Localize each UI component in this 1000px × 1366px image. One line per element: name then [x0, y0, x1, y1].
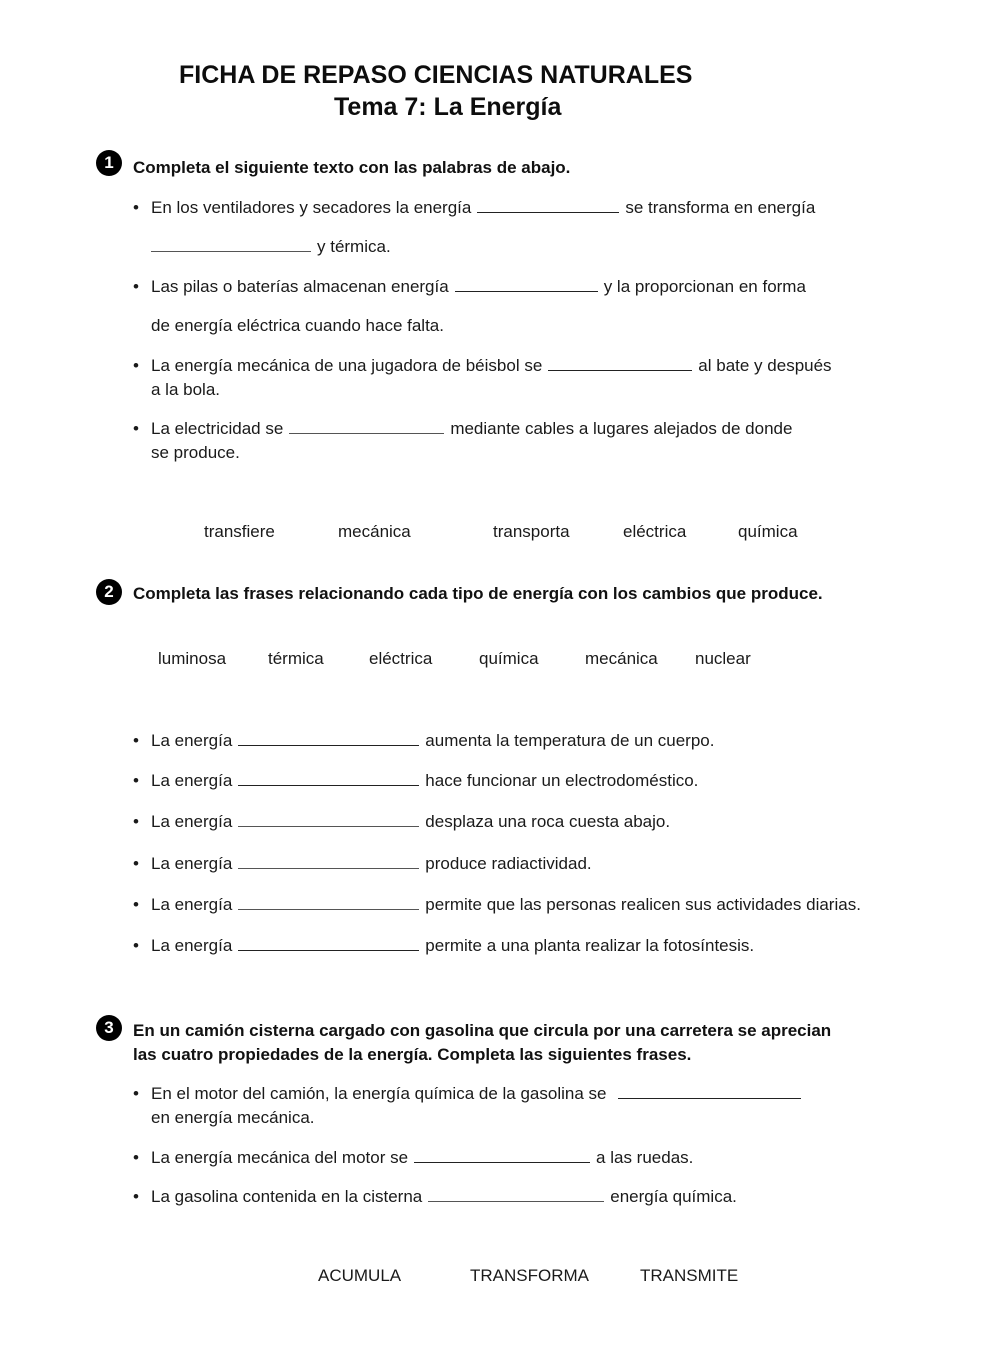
- s1-word-bank-item: eléctrica: [623, 522, 687, 541]
- bullet-icon: •: [133, 731, 139, 750]
- s2-blank[interactable]: [238, 825, 419, 827]
- page-subtitle: Tema 7: La Energía: [334, 93, 562, 121]
- s2-prefix: La energía: [151, 731, 233, 750]
- s1-item3-text-a: La energía mecánica de una jugadora de béisbol se: [151, 356, 543, 375]
- s2-word-bank-item: nuclear: [695, 649, 751, 668]
- s1-item4-blank[interactable]: [289, 432, 444, 434]
- s2-sentence-text: produce radiactividad.: [425, 854, 592, 873]
- s2-sentence-row: [151, 771, 698, 791]
- s2-word-bank-item: química: [479, 649, 539, 668]
- bullet-icon: •: [133, 812, 139, 831]
- bullet-icon: •: [133, 854, 139, 873]
- s2-sentence-text: hace funcionar un electrodoméstico.: [425, 771, 699, 790]
- s1-item3-line2: a la bola.: [151, 380, 220, 399]
- s2-sentence-text: desplaza una roca cuesta abajo.: [425, 812, 671, 831]
- s1-item1-blank1[interactable]: [477, 211, 619, 213]
- s2-sentence-row: [151, 812, 670, 832]
- s1-item4-text-a: La electricidad se: [151, 419, 284, 438]
- s1-word-bank-item: mecánica: [338, 522, 411, 541]
- s2-sentence-row: [151, 895, 861, 915]
- s3-item3-blank[interactable]: [428, 1200, 604, 1202]
- bullet-icon: •: [133, 1148, 139, 1167]
- s3-item1-blank[interactable]: [618, 1097, 801, 1099]
- section-3-instruction-line2: las cuatro propiedades de la energía. Completa las siguientes frases.: [133, 1045, 692, 1064]
- s2-prefix: La energía: [151, 812, 233, 831]
- s3-item2-line: [151, 1148, 693, 1168]
- s2-sentence-row: [151, 731, 714, 751]
- s3-word-bank-item: TRANSFORMA: [470, 1266, 589, 1285]
- s3-word-bank-item: TRANSMITE: [640, 1266, 739, 1285]
- section-1-number-badge: 1: [96, 150, 122, 176]
- s1-item2-line1: [151, 277, 806, 297]
- s1-item2-blank[interactable]: [455, 290, 598, 292]
- s1-word-bank-item: química: [738, 522, 798, 541]
- s1-item3-text-b: al bate y después: [698, 356, 832, 375]
- s2-prefix: La energía: [151, 895, 233, 914]
- s3-item3-text-a: La gasolina contenida en la cisterna: [151, 1187, 423, 1206]
- s1-item2-line2: de energía eléctrica cuando hace falta.: [151, 316, 444, 335]
- s1-item3-blank[interactable]: [548, 369, 692, 371]
- s1-item4-line1: [151, 419, 792, 439]
- bullet-icon: •: [133, 356, 139, 375]
- s1-item1-line1: [151, 198, 815, 218]
- s1-word-bank-item: transfiere: [204, 522, 275, 541]
- s1-item2-text-b: y la proporcionan en forma: [603, 277, 806, 296]
- s2-sentence-text: permite que las personas realicen sus actividades diarias.: [425, 895, 861, 914]
- section-3-number-badge: 3: [96, 1015, 122, 1041]
- section-1-instruction: Completa el siguiente texto con las palabras de abajo.: [133, 158, 571, 177]
- s1-item1-blank2[interactable]: [151, 250, 311, 252]
- s1-word-bank-item: transporta: [493, 522, 570, 541]
- s1-item2-text-a: Las pilas o baterías almacenan energía: [151, 277, 449, 296]
- bullet-icon: •: [133, 277, 139, 296]
- s2-word-bank-item: mecánica: [585, 649, 658, 668]
- bullet-icon: •: [133, 1187, 139, 1206]
- s3-item1-text-a: En el motor del camión, la energía química de la gasolina se: [151, 1084, 607, 1103]
- page-title: FICHA DE REPASO CIENCIAS NATURALES: [179, 61, 693, 89]
- s1-item3-line1: [151, 356, 832, 376]
- s2-prefix: La energía: [151, 854, 233, 873]
- s1-item1-text-a: En los ventiladores y secadores la energía: [151, 198, 472, 217]
- s2-word-bank-item: luminosa: [158, 649, 227, 668]
- s2-blank[interactable]: [238, 949, 419, 951]
- s2-sentence-row: [151, 854, 592, 874]
- s3-item1-line1: [151, 1084, 807, 1104]
- s3-item2-text-b: a las ruedas.: [596, 1148, 694, 1167]
- s2-prefix: La energía: [151, 771, 233, 790]
- s2-word-bank-item: eléctrica: [369, 649, 433, 668]
- s2-sentence-text: permite a una planta realizar la fotosíntesis.: [425, 936, 755, 955]
- s2-blank[interactable]: [238, 784, 419, 786]
- s2-blank[interactable]: [238, 744, 419, 746]
- s2-blank[interactable]: [238, 867, 419, 869]
- s3-item2-blank[interactable]: [414, 1161, 590, 1163]
- bullet-icon: •: [133, 419, 139, 438]
- section-3-instruction-line1: En un camión cisterna cargado con gasolina que circula por una carretera se aprecian: [133, 1021, 832, 1040]
- bullet-icon: •: [133, 198, 139, 217]
- bullet-icon: •: [133, 771, 139, 790]
- s2-word-bank-item: térmica: [268, 649, 324, 668]
- s3-item1-line2: en energía mecánica.: [151, 1108, 315, 1127]
- s3-word-bank-item: ACUMULA: [318, 1266, 402, 1285]
- s1-item1-line2: [151, 237, 391, 257]
- s2-sentence-text: aumenta la temperatura de un cuerpo.: [425, 731, 715, 750]
- s2-sentence-row: [151, 936, 754, 956]
- s3-item2-text-a: La energía mecánica del motor se: [151, 1148, 409, 1167]
- s1-item4-line2: se produce.: [151, 443, 240, 462]
- s3-item3-line: [151, 1187, 737, 1207]
- bullet-icon: •: [133, 895, 139, 914]
- s3-item3-text-b: energía química.: [610, 1187, 737, 1206]
- s2-blank[interactable]: [238, 908, 419, 910]
- bullet-icon: •: [133, 936, 139, 955]
- s1-item4-text-b: mediante cables a lugares alejados de donde: [450, 419, 793, 438]
- s1-item1-text-c: y térmica.: [317, 237, 391, 256]
- s1-item1-text-b: se transforma en energía: [625, 198, 816, 217]
- s2-prefix: La energía: [151, 936, 233, 955]
- section-2-instruction: Completa las frases relacionando cada tipo de energía con los cambios que produce.: [133, 584, 823, 603]
- section-2-number-badge: 2: [96, 579, 122, 605]
- bullet-icon: •: [133, 1084, 139, 1103]
